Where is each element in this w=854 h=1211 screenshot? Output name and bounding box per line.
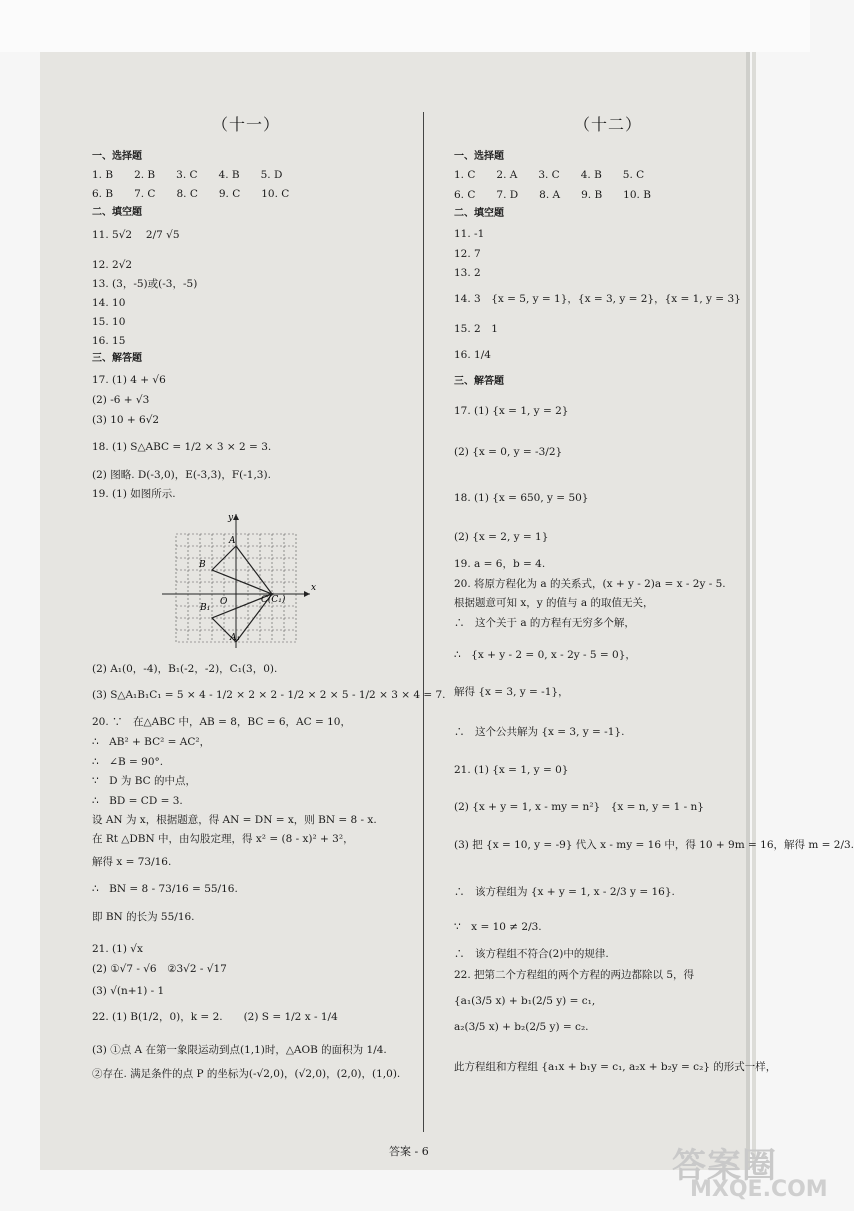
answer-line: (3) 10 + 6√2: [92, 414, 160, 426]
point-label-a: A: [229, 536, 236, 546]
section-title-11: （十一）: [212, 115, 281, 134]
answer-line: 1. B 2. B 3. C 4. B 5. D: [92, 169, 283, 181]
answer-line: 16. 1/4: [454, 349, 491, 361]
answer-line: 在 Rt △DBN 中，由勾股定理，得 x² = (8 - x)² + 3²，: [92, 833, 354, 845]
heading-fill: 二、填空题: [454, 208, 504, 219]
answer-line: 13. 2: [454, 267, 481, 279]
answer-line: ②存在. 满足条件的点 P 的坐标为(-√2,0)，(√2,0)，(2,0)，(1,0).: [92, 1068, 401, 1080]
answer-line: 6. C 7. D 8. A 9. B 10. B: [454, 189, 651, 201]
answer-line: 22. 把第二个方程组的两个方程的两边都除以 5，得: [454, 969, 695, 981]
answer-line: 解得 {x = 3, y = -1}，: [454, 686, 569, 698]
axis-label-y: y: [228, 513, 234, 523]
answer-line: ∴ ∠B = 90°.: [92, 756, 164, 768]
heading-fill: 二、填空题: [92, 207, 142, 218]
answer-line: (3) √(n+1) - 1: [92, 985, 165, 997]
answer-line: 18. (1) {x = 650, y = 50}: [454, 492, 589, 504]
point-label-a1: A₁: [230, 633, 241, 643]
answer-line: 17. (1) 4 + √6: [92, 374, 166, 386]
point-label-b1: B₁: [200, 603, 211, 613]
point-label-b: B: [199, 560, 206, 570]
answer-line: 设 AN 为 x，根据题意，得 AN = DN = x，则 BN = 8 - x.: [92, 814, 377, 826]
answer-line: (2) {x + y = 1, x - my = n²} {x = n, y = 1 - n}: [454, 801, 704, 813]
answer-line: (2) A₁(0，-4)，B₁(-2，-2)，C₁(3，0).: [92, 663, 278, 675]
answer-line: 解得 x = 73/16.: [92, 856, 172, 868]
answer-line: 19. a = 6，b = 4.: [454, 558, 546, 570]
page-number: 答案 - 6: [389, 1145, 429, 1158]
scan-top-margin: [0, 0, 810, 52]
answer-line: {a₁(3/5 x) + b₁(2/5 y) = c₁,: [454, 995, 596, 1007]
answer-line: 6. B 7. C 8. C 9. C 10. C: [92, 188, 290, 200]
answer-line: (2) 图略. D(-3,0)，E(-3,3)，F(-1,3).: [92, 469, 271, 481]
answer-line: 21. (1) {x = 1, y = 0}: [454, 764, 569, 776]
answer-line: 19. (1) 如图所示.: [92, 488, 176, 500]
answer-line: 14. 10: [92, 297, 126, 309]
answer-line: 12. 7: [454, 248, 481, 260]
answer-line: 17. (1) {x = 1, y = 2}: [454, 405, 569, 417]
axis-label-x: x: [311, 583, 317, 593]
answer-line: (2) {x = 0, y = -3/2}: [454, 446, 563, 458]
section-title-12: （十二）: [574, 115, 643, 134]
answer-line: ∴ {x + y - 2 = 0, x - 2y - 5 = 0}，: [454, 649, 636, 661]
point-label-c: C(C₁): [261, 595, 286, 605]
answer-line: 20. ∵ 在△ABC 中，AB = 8，BC = 6，AC = 10，: [92, 716, 351, 728]
answer-line: 18. (1) S△ABC = 1/2 × 3 × 2 = 3.: [92, 441, 272, 453]
answer-line: 22. (1) B(1/2，0)，k = 2. (2) S = 1/2 x - 1/4: [92, 1011, 338, 1023]
answer-line: (2) {x = 2, y = 1}: [454, 531, 549, 543]
answer-line: (2) ①√7 - √6 ②3√2 - √17: [92, 963, 227, 975]
answer-line: 11. 5√2 2/7 √5: [92, 229, 180, 241]
answer-line: (2) -6 + √3: [92, 394, 150, 406]
answer-line: 13. (3，-5)或(-3，-5): [92, 278, 198, 290]
watermark-logo: 答案圈: [672, 1146, 777, 1186]
answer-line: ∴ BN = 8 - 73/16 = 55/16.: [92, 883, 238, 895]
answer-line: 11. -1: [454, 228, 485, 240]
column-divider: [423, 112, 424, 1132]
heading-choice: 一、选择题: [92, 151, 142, 162]
answer-line: ∴ 该方程组为 {x + y = 1, x - 2/3 y = 16}.: [454, 886, 675, 898]
answer-line: (3) 把 {x = 10, y = -9} 代入 x - my = 16 中，得 10 + 9m = 16，解得 m = 2/3.: [454, 839, 854, 851]
answer-line: 此方程组和方程组 {a₁x + b₁y = c₁, a₂x + b₂y = c₂} 的形式一样，: [454, 1061, 777, 1073]
answer-line: a₂(3/5 x) + b₂(2/5 y) = c₂.: [454, 1021, 589, 1033]
page-edge: [752, 52, 756, 1170]
answer-page: [40, 52, 746, 1170]
answer-line: 即 BN 的长为 55/16.: [92, 911, 195, 923]
answer-line: 20. 将原方程化为 a 的关系式，(x + y - 2)a = x - 2y - 5.: [454, 578, 726, 590]
answer-line: ∴ 这个关于 a 的方程有无穷多个解，: [454, 617, 635, 629]
page-edge: [746, 52, 750, 1170]
heading-solve: 三、解答题: [454, 376, 504, 387]
answer-line: 15. 2 1: [454, 323, 498, 335]
answer-line: (3) ①点 A 在第一象限运动到点(1,1)时，△AOB 的面积为 1/4.: [92, 1044, 387, 1056]
answer-line: ∴ BD = CD = 3.: [92, 795, 183, 807]
coordinate-grid-figure: [168, 510, 318, 650]
watermark-url: MXQE.COM: [690, 1177, 828, 1202]
heading-solve: 三、解答题: [92, 353, 142, 364]
answer-line: 1. C 2. A 3. C 4. B 5. C: [454, 169, 645, 181]
heading-choice: 一、选择题: [454, 151, 504, 162]
answer-line: ∵ D 为 BC 的中点，: [92, 775, 197, 787]
answer-line: 14. 3 {x = 5, y = 1}，{x = 3, y = 2}，{x = 1, y = 3}: [454, 293, 741, 305]
answer-line: ∴ AB² + BC² = AC²，: [92, 736, 211, 748]
answer-line: ∴ 该方程组不符合(2)中的规律.: [454, 948, 609, 960]
answer-line: 12. 2√2: [92, 259, 133, 271]
answer-line: 16. 15: [92, 335, 126, 347]
answer-line: ∴ 这个公共解为 {x = 3, y = -1}.: [454, 726, 625, 738]
answer-line: 15. 10: [92, 316, 126, 328]
answer-line: ∵ x = 10 ≠ 2/3.: [454, 921, 542, 933]
answer-line: (3) S△A₁B₁C₁ = 5 × 4 - 1/2 × 2 × 2 - 1/2 × 2 × 5 - 1/2 × 3 × 4 = 7.: [92, 689, 446, 701]
answer-line: 根据题意可知 x，y 的值与 a 的取值无关，: [454, 597, 654, 609]
answer-line: 21. (1) √x: [92, 943, 143, 955]
point-label-o: O: [220, 597, 228, 607]
